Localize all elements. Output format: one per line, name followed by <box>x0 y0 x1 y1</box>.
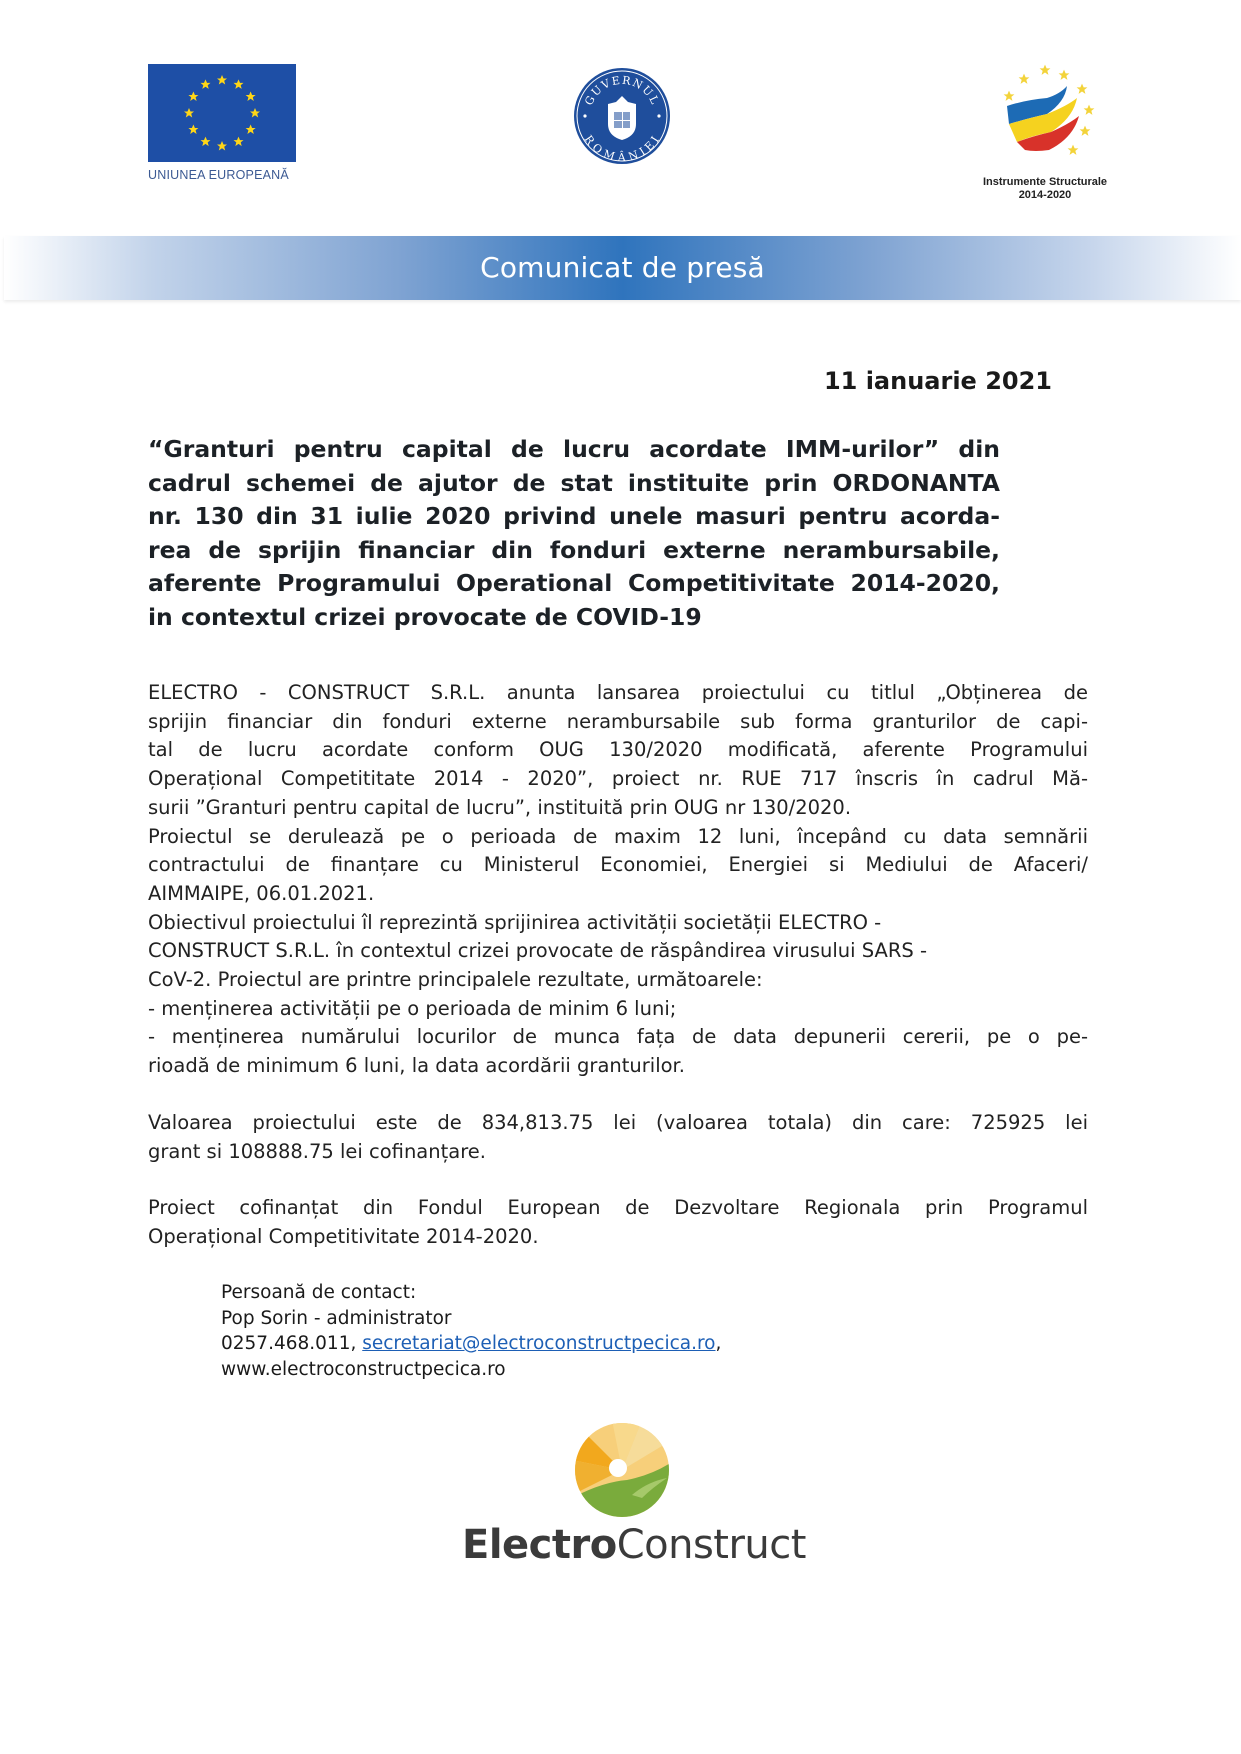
title-line: “Granturi pentru capital de lucru acordate IMM-urilor” din <box>148 435 1000 463</box>
eu-flag-icon <box>148 64 296 162</box>
banner-title: Comunicat de presă <box>480 251 765 284</box>
eu-label: UNIUNEA EUROPEANĂ <box>148 168 289 182</box>
body-line: AIMMAIPE, 06.01.2021. <box>148 881 375 905</box>
sun-leaf-icon <box>572 1420 672 1520</box>
body-line: Valoarea proiectului este de 834,813.75 lei (valoarea totala) din care: 725925 lei <box>148 1110 1088 1134</box>
title-line: rea de sprijin financiar din fonduri externe nerambursabile, <box>148 535 1000 564</box>
title-line: aferente Programului Operational Competitivitate 2014-2020, <box>148 569 1000 598</box>
body-line: contractului de finanțare cu Ministerul Economiei, Energiei si Mediului de Afaceri/ <box>148 853 1088 877</box>
body-line: grant si 108888.75 lei cofinanțare. <box>148 1139 486 1163</box>
eu-logo <box>148 64 296 182</box>
release-date: 11 ianuarie 2021 <box>823 367 1052 395</box>
body-line: ELECTRO - CONSTRUCT S.R.L. anunta lansarea proiectului cu titlul „Obținerea de <box>148 681 1088 704</box>
body-line: surii ”Granturi pentru capital de lucru”, instituită prin OUG nr 130/2020. <box>148 795 852 819</box>
title-line: in contextul crizei provocate de COVID-19 <box>148 602 702 631</box>
company-name <box>462 1522 806 1568</box>
body-line: Proiect cofinanțat din Fondul European de Dezvoltare Regionala prin Programul <box>148 1196 1088 1220</box>
contact-phone-email-line <box>221 1331 721 1357</box>
body-line: Obiectivul proiectului îl reprezintă sprijinirea activității societății ELECTRO - <box>148 910 882 934</box>
release-title <box>148 433 1000 635</box>
structural-instruments-years: 2014-2020 <box>1018 189 1072 201</box>
body-line: sprijin financiar din fonduri externe nerambursabile sub forma granturilor de capi- <box>148 709 1088 733</box>
contact-email-suffix: , <box>715 1333 722 1354</box>
paragraph-project-description <box>148 679 1088 1081</box>
structural-instruments-label <box>960 176 1130 202</box>
government-seal-icon <box>572 66 672 166</box>
structural-instruments-logo <box>960 58 1130 202</box>
company-name-light: Construct <box>616 1522 806 1568</box>
company-logo <box>462 1420 806 1568</box>
contact-name: Pop Sorin - administrator <box>221 1307 452 1329</box>
contact-phone: 0257.468.011, <box>221 1333 363 1354</box>
structural-instruments-title: Instrumente Structurale <box>982 176 1108 188</box>
press-release-banner <box>4 236 1241 300</box>
svg-text:ROMÂNIEI: ROMÂNIEI <box>581 132 663 165</box>
body-line: Operațional Competitivitate 2014-2020. <box>148 1224 539 1248</box>
body-line: rioadă de minimum 6 luni, la data acordării granturilor. <box>148 1054 685 1078</box>
title-line: cadrul schemei de ajutor de stat instituite prin ORDONANTA <box>148 468 1000 497</box>
paragraph-project-value <box>148 1109 1088 1166</box>
company-name-bold: Electro <box>462 1522 617 1568</box>
paragraph-cofinancing <box>148 1194 1088 1251</box>
body-line: Proiectul se derulează pe o perioada de maxim 12 luni, începând cu data semnării <box>148 824 1088 848</box>
contact-website: www.electroconstructpecica.ro <box>221 1358 506 1380</box>
body-line: - menținerea activității pe o perioada de minim 6 luni; <box>148 996 677 1020</box>
body-line: CONSTRUCT S.R.L. în contextul crizei provocate de răspândirea virusului SARS - <box>148 939 928 963</box>
contact-block <box>221 1280 721 1382</box>
svg-text:GUVERNUL: GUVERNUL <box>582 73 662 108</box>
body-line: Operațional Competititate 2014 - 2020”, proiect nr. RUE 717 înscris în cadrul Mă- <box>148 767 1088 791</box>
contact-heading: Persoană de contact: <box>221 1282 417 1303</box>
structural-instruments-icon <box>985 58 1105 170</box>
release-body <box>148 679 1088 1252</box>
body-line: - menținerea numărului locurilor de munca fața de data depunerii cererii, pe o pe- <box>148 1025 1088 1049</box>
title-line: nr. 130 din 31 iulie 2020 privind unele masuri pentru acorda- <box>148 502 1000 531</box>
body-line: CoV-2. Proiectul are printre principalele rezultate, următoarele: <box>148 968 763 992</box>
body-line: tal de lucru acordate conform OUG 130/2020 modificată, aferente Programului <box>148 738 1088 762</box>
contact-email-link[interactable]: secretariat@electroconstructpecica.ro <box>362 1333 716 1354</box>
